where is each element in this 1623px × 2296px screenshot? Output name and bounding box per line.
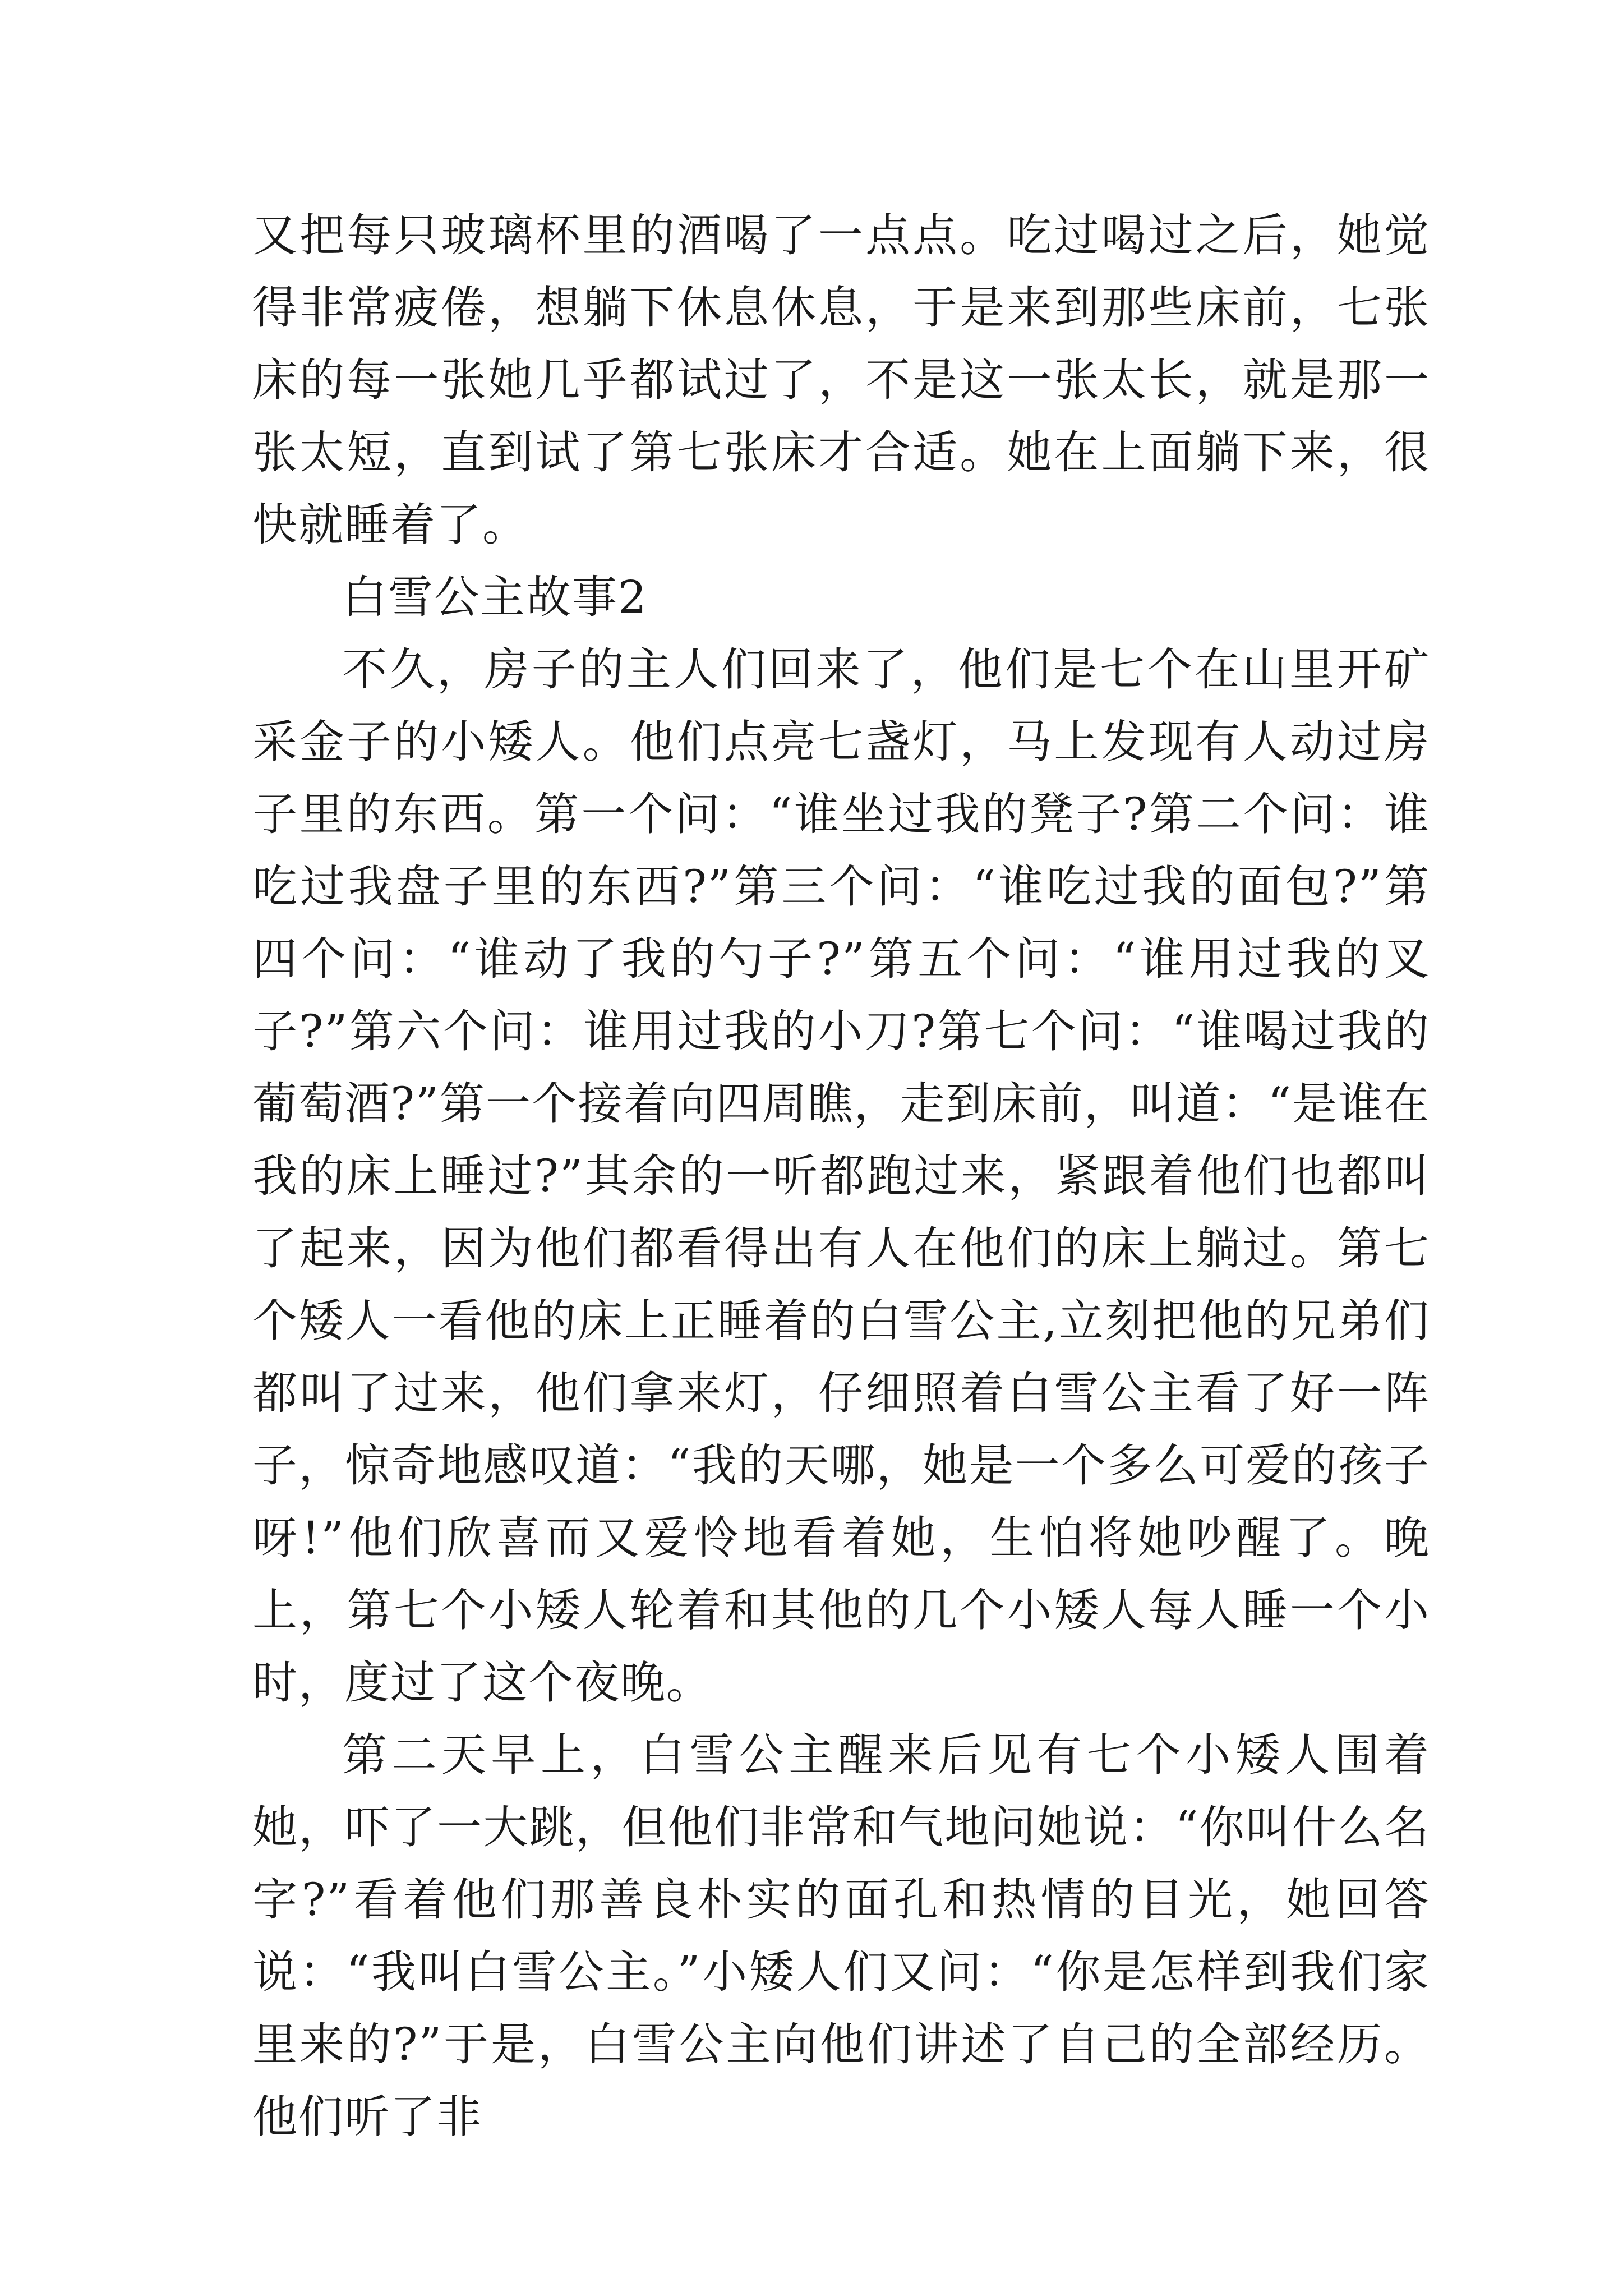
section-heading: 白雪公主故事2	[342, 571, 648, 623]
document-body	[252, 199, 1430, 2153]
paragraph-2: 不久，房子的主人们回来了，他们是七个在山里开矿采金子的小矮人。他们点亮七盏灯，马上发现有人动过房子里的东西。第一个问：“谁坐过我的凳子?第二个问：谁吃过我盘子里的东西?”第三个问：“谁吃过我的面包?”第四个问：“谁动了我的勺子?”第五个问：“谁用过我的叉子?”第六个问：谁用过我的小刀?第七个问：“谁喝过我的葡萄酒?”第一个接着向四周瞧，走到床前，叫道：“是谁在我的床上睡过?”其余的一听都跑过来，紧跟着他们也都叫了起来，因为他们都看得出有人在他们的床上躺过。第七个矮人一看他的床上正睡着的白雪公主,立刻把他的兄弟们都叫了过来，他们拿来灯，仔细照着白雪公主看了好一阵子，惊奇地感叹道：“我的天哪，她是一个多么可爱的孩子呀!”他们欣喜而又爱怜地看着她，生怕将她吵醒了。晚上，第七个小矮人轮着和其他的几个小矮人每人睡一个小时，度过了这个夜晚。	[252, 643, 1430, 1709]
paragraph-3: 第二天早上，白雪公主醒来后见有七个小矮人围着她，吓了一大跳，但他们非常和气地问她说：“你叫什么名字?”看着他们那善良朴实的面孔和热情的目光，她回答说：“我叫白雪公主。”小矮人们又问：“你是怎样到我们家里来的?”于是，白雪公主向他们讲述了自己的全部经历。他们听了非	[252, 1729, 1430, 2143]
paragraph-1: 又把每只玻璃杯里的酒喝了一点点。吃过喝过之后，她觉得非常疲倦，想躺下休息休息，于是来到那些床前，七张床的每一张她几乎都试过了，不是这一张太长，就是那一张太短，直到试了第七张床才合适。她在上面躺下来，很快就睡着了。	[252, 209, 1430, 551]
